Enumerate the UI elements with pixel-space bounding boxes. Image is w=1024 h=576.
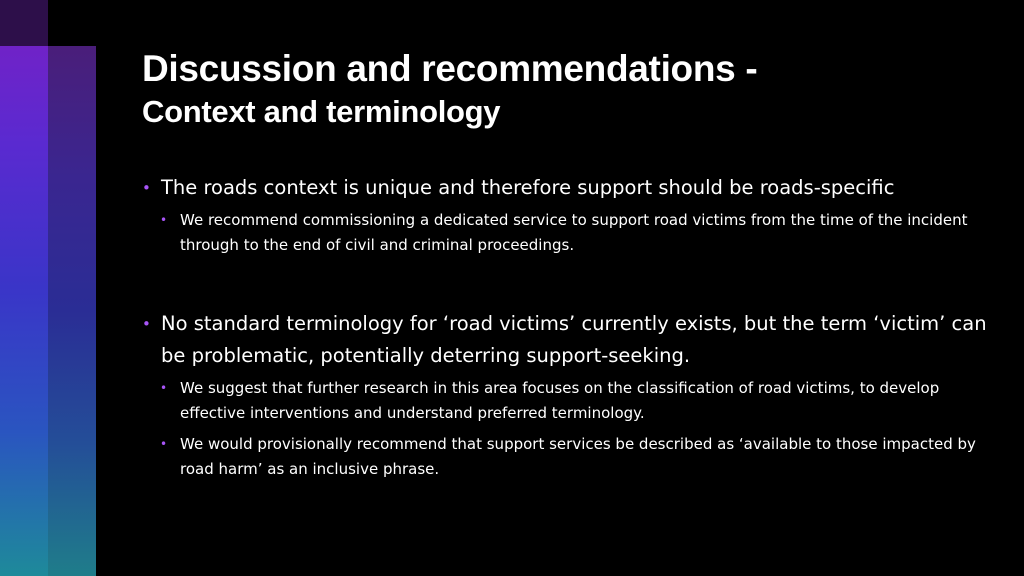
sub-bullet-text: We recommend commissioning a dedicated service to support road victims from the time of the incident through to the end of civil and criminal proceedings.	[180, 211, 968, 254]
bullet-icon: •	[160, 213, 168, 227]
bullet-icon: •	[160, 437, 168, 451]
accent-bar-outer	[0, 0, 48, 576]
bullet-icon: •	[142, 179, 151, 197]
bullet-icon: •	[160, 381, 168, 395]
slide-body	[142, 172, 992, 482]
bullet-text: The roads context is unique and therefore support should be roads-specific	[161, 176, 895, 199]
sub-bullet-inclusive-phrase	[142, 432, 992, 482]
sub-bullet-text: We suggest that further research in this area focuses on the classification of road victims, to develop effective interventions and understand preferred terminology.	[180, 379, 940, 422]
sub-list-roads	[142, 208, 992, 258]
title-line-2: Context and terminology	[142, 94, 501, 129]
sub-list-terminology	[142, 376, 992, 482]
sub-bullet-further-research	[142, 376, 992, 426]
bullet-text: No standard terminology for ‘road victims’ currently exists, but the term ‘victim’ can be problematic, potentially deterring support-seeking.	[161, 312, 987, 367]
slide-title	[142, 46, 1002, 132]
spacer	[142, 258, 992, 308]
sub-bullet-text: We would provisionally recommend that support services be described as ‘available to those impacted by road harm’ as an inclusive phrase.	[180, 435, 976, 478]
accent-bar-top	[0, 0, 48, 46]
bullet-terminology	[142, 308, 992, 372]
accent-bar-inner	[48, 46, 96, 576]
sub-bullet-dedicated-service	[142, 208, 992, 258]
bullet-roads-context	[142, 172, 992, 204]
title-line-1: Discussion and recommendations -	[142, 48, 758, 89]
bullet-icon: •	[142, 315, 151, 333]
